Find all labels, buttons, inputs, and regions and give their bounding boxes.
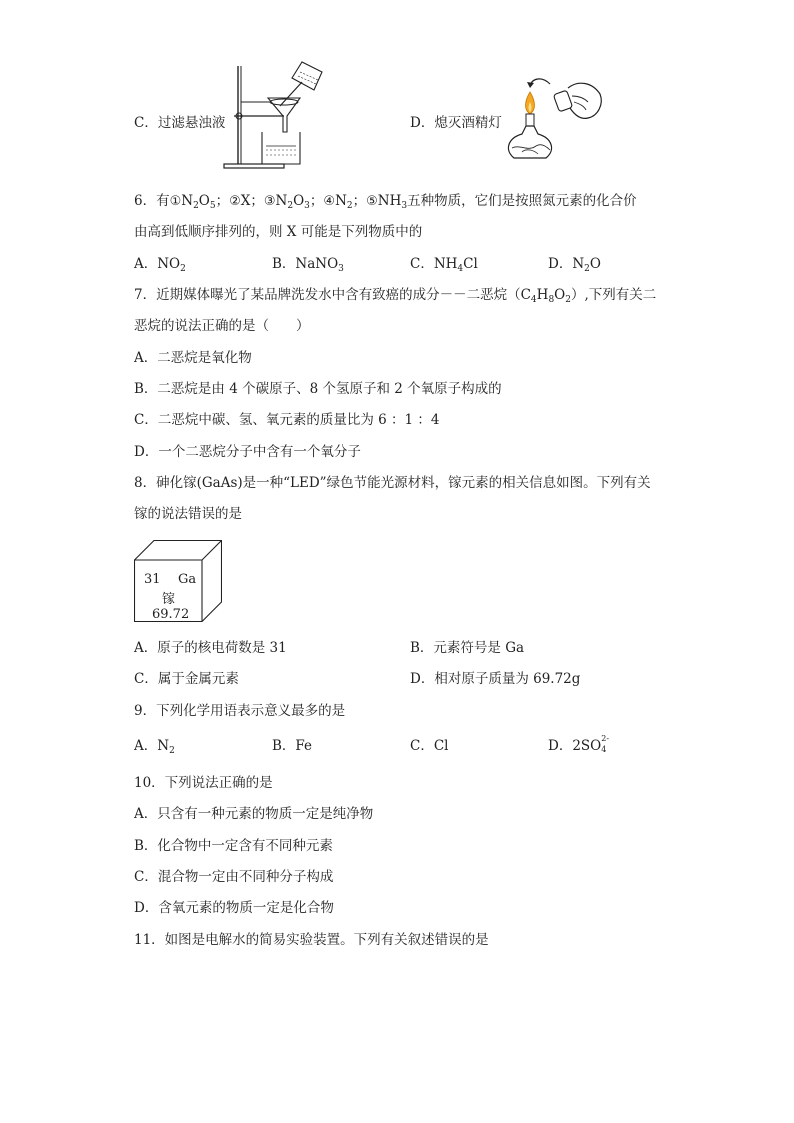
q9-option-c: C．Cl: [410, 738, 449, 754]
q8-option-d: D．相对原子质量为 69.72g: [410, 671, 581, 687]
q8-stem-line1: 8．砷化镓(GaAs)是一种“LED”绿色节能光源材料，镓元素的相关信息如图。下列有关: [134, 475, 651, 491]
q8-option-c: C．属于金属元素: [134, 671, 239, 687]
q7-option-a: A．二恶烷是氧化物: [134, 350, 252, 366]
q6-stem-line2: 由高到低顺序排列的，则 X 可能是下列物质中的: [134, 224, 423, 240]
q7-option-c: C．二恶烷中碳、氢、氧元素的质量比为 6 ：1 ：4: [134, 412, 440, 428]
q8-option-a: A．原子的核电荷数是 31: [134, 640, 287, 656]
q7-stem-line1: 7．近期媒体曝光了某品牌洗发水中含有致癌的成分－－二恶烷$(C_4H_8O_2)$,下列有关二: [134, 287, 657, 305]
q10-stem: 10．下列说法正确的是: [134, 775, 273, 791]
q11-stem: 11．如图是电解水的简易实验装置。下列有关叙述错误的是: [134, 932, 489, 948]
q10-option-a: A．只含有一种元素的物质一定是纯净物: [134, 806, 374, 822]
q6-option-b: B．NaNO$_3$: [272, 256, 344, 274]
q5-option-d-label: D．熄灭酒精灯: [410, 115, 502, 131]
q9-option-d: D．2SO 2- 4: [548, 734, 610, 754]
q7-option-b: B．二恶烷是由 4 个碳原子、8 个氢原子和 2 个氧原子构成的: [134, 381, 502, 397]
element-symbol: Ga: [178, 572, 197, 587]
q10-option-d: D．含氧元素的物质一定是化合物: [134, 900, 334, 916]
atomic-number: 31: [144, 572, 161, 587]
q8-option-b: B．元素符号是 Ga: [410, 640, 525, 656]
q10-option-b: B．化合物中一定含有不同种元素: [134, 838, 333, 854]
q8-stem-line2: 镓的说法错误的是: [134, 506, 242, 522]
q10-option-c: C．混合物一定由不同种分子构成: [134, 869, 334, 885]
q7-option-d: D．一个二恶烷分子中含有一个氧分子: [134, 444, 361, 460]
q9-option-b: B．Fe: [272, 738, 313, 754]
q6-option-a: A．$NO_2$: [134, 256, 186, 274]
q6-option-d: D．$N_2O$: [548, 256, 601, 274]
q5-option-c-label: C．过滤悬浊液: [134, 115, 226, 131]
atomic-mass: 69.72: [152, 607, 190, 622]
q7-stem-line2: 恶烷的说法正确的是（ ）: [134, 318, 310, 334]
gallium-element-cell: [134, 540, 222, 622]
q9-option-a: A．$N_2$: [134, 738, 175, 756]
filtration-apparatus-image: [222, 60, 327, 172]
element-name: 镓: [162, 592, 176, 607]
q6-option-c: C．$NH_4Cl$: [410, 256, 478, 274]
alcohol-lamp-image: [500, 72, 608, 168]
q9-stem: 9．下列化学用语表示意义最多的是: [134, 703, 346, 719]
q6-stem-line1: 6．有$①N_2O_5$；②X；$③N_2O_3$；$④N_2$；$⑤NH_3$五种物质，它们是按照氮元素的化合价: [134, 193, 637, 211]
